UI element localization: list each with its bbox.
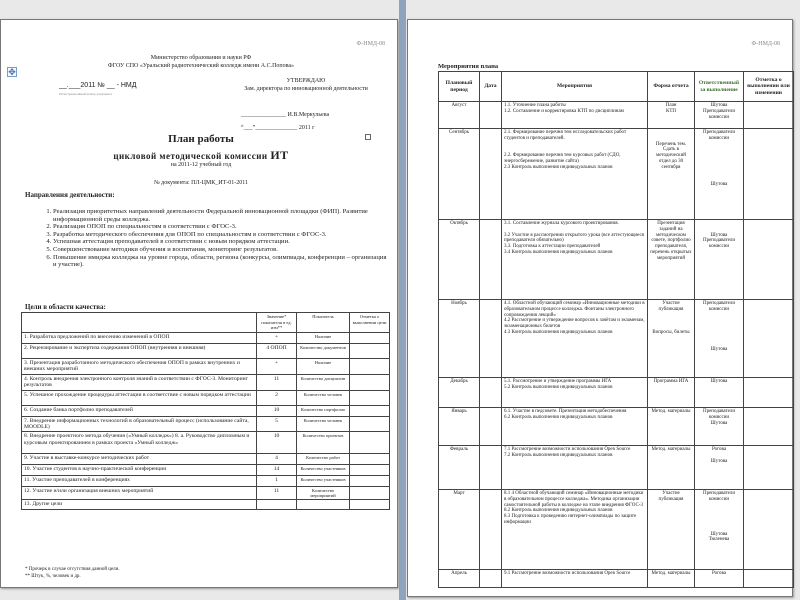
plan-events: 8.1 4 Областной обучающий семинар «Инновационные методики в образовательном процессе колледжа». Методика организации самостоятельной работы в колледже на этапе внедрения ФГОС-3 8.2 Контроль выполнения индивидуальных планов 8.3 Подготовка к проведению интернет-олимпиады по защите информации [502, 490, 648, 570]
plan-resp: Преподаватели комиссии Шутова [695, 129, 744, 220]
document-page-2 [407, 19, 793, 597]
goal-value: 14 [257, 465, 297, 476]
plan-date [480, 300, 502, 378]
directions-list [39, 208, 389, 269]
plan-period: Март [439, 490, 480, 570]
goal-indicator: Количество портфолио [297, 405, 350, 416]
plan-form: План КТП [648, 102, 695, 129]
column-header: Плановый период [439, 72, 480, 102]
goal-mark [350, 405, 390, 416]
table-row [22, 405, 390, 416]
plan-form: Метод. материалы [648, 408, 695, 446]
page-gutter [399, 0, 406, 600]
plan-date [480, 446, 502, 490]
goal-value: 11 [257, 487, 297, 500]
document-page-1 [0, 19, 398, 588]
plan-resp: Преподаватели комиссии Шутова [695, 300, 744, 378]
approve-label: УТВЕРЖДАЮ [286, 78, 326, 84]
directions-heading: Направления деятельности: [25, 191, 115, 199]
table-row [22, 432, 390, 454]
table-header-row [439, 72, 794, 102]
table-row [22, 390, 390, 405]
ministry: Министерство образования и науки РФ [150, 55, 252, 61]
table-header-row [22, 313, 390, 333]
plan-form: Участие публикация [648, 490, 695, 570]
goal-text: 1. Разработка предложений по внесению изменений в ОПОП [22, 333, 257, 344]
goal-text: 4. Контроль внедрения электронного контроля знаний в соответствии с ФГОС-3. Мониторинг результатов [22, 374, 257, 390]
column-header [22, 313, 257, 333]
college: ФГОУ СПО «Уральский радиотехнический колледж имени А.С.Попова» [107, 63, 295, 69]
plan-period: Январь [439, 408, 480, 446]
goal-text: 3. Презентация разработанного методического обеспечения ОПОП в рамках внутренних и внешних мероприятий [22, 359, 257, 375]
goal-value [257, 500, 297, 509]
direction-item: 4. Успешная аттестация преподавателей в соответствии с новым порядком аттестации. [53, 238, 389, 246]
table-row [22, 476, 390, 487]
column-header: Значение* показателя в ед. изм** [257, 313, 297, 333]
goal-text: 9. Участие в выставке-конкурсе методических работ [22, 454, 257, 465]
goal-indicator: Количество участников [297, 476, 350, 487]
goal-mark [350, 454, 390, 465]
goal-value: + [257, 359, 297, 375]
checkbox[interactable] [365, 134, 371, 140]
plan-resp: Рогова Шутова [695, 446, 744, 490]
table-row [439, 300, 794, 378]
plan-events-table [438, 71, 794, 588]
goal-indicator: Количество документов [297, 344, 350, 359]
column-header: Мероприятия [502, 72, 648, 102]
goal-mark [350, 476, 390, 487]
column-header: Ответственный за выполнение [695, 72, 744, 102]
plan-form: Программа ИГА [648, 378, 695, 408]
registration-caption: Регистрационный номер документа [59, 92, 113, 96]
plan-period: Декабрь [439, 378, 480, 408]
plan-period: Сентябрь [439, 129, 480, 220]
column-header: Показатель [297, 313, 350, 333]
approve-role: Зам. директора по инновационной деятельности [244, 86, 368, 92]
plan-date [480, 408, 502, 446]
direction-item: 5. Совершенствование методики обучения и воспитания, мониторинг результатов. [53, 246, 389, 254]
plan-mark [744, 408, 794, 446]
table-row [439, 220, 794, 300]
plan-mark [744, 102, 794, 129]
table-row [22, 359, 390, 375]
goals-heading: Цели в области качества: [25, 303, 106, 311]
plan-resp: Шутова Преподаватели комиссии [695, 102, 744, 129]
direction-item: 2. Реализация ОПОП по специальностям в соответствии с ФГОС-3. [53, 223, 389, 231]
subtitle-text: цикловой методической комиссии [113, 151, 268, 161]
goal-indicator: Количество человек [297, 390, 350, 405]
plan-events-heading: Мероприятия плана [438, 63, 499, 70]
plan-form: Презентация заданий на методическом совете, портфолио преподавателя, перечень открытых мероприятий [648, 220, 695, 300]
plan-events: 3.1. Составление журнала курсового проектирования. 3.2 Участие в рассмотрении открытого урока (все аттестующиеся преподаватели обязательно) 3.3. Подготовка к аттестации преподавателей 3.4 Контроль выполнения индивидуальных планов [502, 220, 648, 300]
goal-mark [350, 465, 390, 476]
approve-date: “___”______________ 2011 г [241, 125, 315, 131]
plan-date [480, 490, 502, 570]
goal-indicator [297, 500, 350, 509]
goal-text: 7. Внедрение информационных технологий в образовательный процесс (использование сайта, MOODLE) [22, 416, 257, 432]
footnote-1: * Прочерк в случае отсутствия данной цели. [25, 567, 120, 572]
goal-indicator: Наличие [297, 333, 350, 344]
goal-value: 4 [257, 454, 297, 465]
goal-indicator: Наличие [297, 359, 350, 375]
goal-text: 2. Рецензирование и экспертиза содержания ОПОП (внутренняя и внешняя) [22, 344, 257, 359]
plan-date [480, 220, 502, 300]
plan-resp: Шутова Преподаватели комиссии [695, 220, 744, 300]
table-row [439, 490, 794, 570]
plan-form: Метод. материалы [648, 570, 695, 588]
column-header: Форма отчета [648, 72, 695, 102]
registration-line: __.___2011 № __ - НМД [59, 82, 137, 89]
plan-form: Участие публикация Вопросы, билеты [648, 300, 695, 378]
goals-table [21, 312, 390, 510]
plan-events: 9.1 Рассмотрение возможности использования Open Source [502, 570, 648, 588]
plan-mark [744, 446, 794, 490]
commission-code: ИТ [270, 148, 289, 162]
plan-date [480, 570, 502, 588]
goal-mark [350, 500, 390, 509]
goal-mark [350, 374, 390, 390]
plan-resp: Преподаватели комиссии Шутова Тюленева [695, 490, 744, 570]
goal-mark [350, 344, 390, 359]
plan-form: Метод. материалы [648, 446, 695, 490]
plan-mark [744, 490, 794, 570]
table-row [22, 487, 390, 500]
goal-indicator: Количество участников [297, 465, 350, 476]
table-row [22, 344, 390, 359]
goal-mark [350, 359, 390, 375]
column-header: Отметка о выполнении или изменении [744, 72, 794, 102]
plan-mark [744, 220, 794, 300]
goal-indicator: Количество человек [297, 416, 350, 432]
plan-events: 5.1. Рассмотрение и утверждение программы ИГА 5.2 Контроль выполнения индивидуальных планов [502, 378, 648, 408]
form-code: Ф-НМД-08 [356, 41, 385, 47]
goal-mark [350, 333, 390, 344]
plan-events: 6.1. Участие в педсовете. Презентация методобеспечения 6.2 Контроль выполнения индивидуальных планов [502, 408, 648, 446]
footnote-2: ** Штук, %, человек и др. [25, 574, 81, 579]
goal-mark [350, 416, 390, 432]
goal-mark [350, 487, 390, 500]
plan-mark [744, 570, 794, 588]
plan-mark [744, 129, 794, 220]
plan-period: Ноябрь [439, 300, 480, 378]
goal-text: 5. Успешное прохождение процедуры аттестации в соответствие с новым порядком аттестации [22, 390, 257, 405]
plan-mark [744, 378, 794, 408]
goal-mark [350, 390, 390, 405]
approve-signature: _______________ И.В.Меркульева [241, 112, 330, 118]
document-number: № документа: ПЛ-ЦМК_ИТ-01-2011 [153, 180, 249, 186]
goal-indicator: Количество проектов [297, 432, 350, 454]
plan-period: Апрель [439, 570, 480, 588]
table-row [439, 408, 794, 446]
table-row [22, 374, 390, 390]
goal-value: 11 [257, 374, 297, 390]
column-header: Отметка о выполнении цели [350, 313, 390, 333]
goal-value: 10 [257, 432, 297, 454]
table-row [439, 446, 794, 490]
goal-text: 6. Создание банка портфолио преподавателей [22, 405, 257, 416]
plan-period: Февраль [439, 446, 480, 490]
plan-resp: Шутова [695, 378, 744, 408]
goal-text: 8. Внедрение проектного метода обучения («Умный колледж») 8. а. Руководство дипломным и курсовым проектированием в рамках проекта «Умный колледж» [22, 432, 257, 454]
goal-text: 13. Другие цели [22, 500, 257, 509]
goal-value: 2 [257, 390, 297, 405]
table-row [439, 378, 794, 408]
goal-indicator: Количество мероприятий [297, 487, 350, 500]
table-row [22, 465, 390, 476]
subtitle [41, 148, 361, 163]
goal-text: 11. Участие преподавателей в конференциях [22, 476, 257, 487]
table-row [22, 333, 390, 344]
column-header: Дата [480, 72, 502, 102]
goal-text: 12. Участие и/или организация внешних мероприятий [22, 487, 257, 500]
goal-value: 5 [257, 416, 297, 432]
table-row [439, 129, 794, 220]
plan-resp: Рогова [695, 570, 744, 588]
plan-form: Перечень тем. Сдать в методический отдел до 30 сентября [648, 129, 695, 220]
plan-events: 2.1. Формирование перечня тем исследовательских работ студентов и преподавателей. 2.2. Формирование перечня тем курсовых работ (СДО, энергосбережение, развитие сайта) 2.3 Контроль выполнения индивидуальных планов [502, 129, 648, 220]
table-row [439, 102, 794, 129]
plan-date [480, 129, 502, 220]
goal-indicator: Количество дисциплин [297, 374, 350, 390]
direction-item: 3. Разработка методического обеспечения для ОПОП по специальностям в соответствии с ФГОС-3. [53, 231, 389, 239]
table-row [439, 570, 794, 588]
table-row [22, 454, 390, 465]
goal-indicator: Количество работ [297, 454, 350, 465]
plan-period: Октябрь [439, 220, 480, 300]
plan-events: 4.1. Областной обучающий семинар «Инновационные методики в образовательном процессе колледжа. Фонтаны электронного сопровождения лекций» 4.2 Рассмотрение и утверждение вопросов к зачётам и экзаменам, экзаменационных билетов 4.3 Контроль выполнения индивидуальных планов [502, 300, 648, 378]
goal-value: 4 ОПОП [257, 344, 297, 359]
goal-mark [350, 432, 390, 454]
goal-text: 10. Участие студентов в научно-практической конференции [22, 465, 257, 476]
direction-item: 6. Повышение имиджа колледжа на уровне города, области, региона (конкурсы, олимпиады, конференции – организация и участие). [53, 254, 389, 269]
direction-item: 1. Реализация приоритетных направлений деятельности Федеральной инновационной площадки (ФИП). Развитие информационной среды колледжа. [53, 208, 389, 223]
page-title: План работы [168, 133, 234, 145]
goal-value: 1 [257, 476, 297, 487]
plan-mark [744, 300, 794, 378]
plan-period: Август [439, 102, 480, 129]
table-row [22, 416, 390, 432]
form-code: Ф-НМД-08 [751, 41, 780, 47]
table-move-handle-icon[interactable]: ✥ [8, 67, 16, 77]
plan-resp: Преподаватели комиссии Шутова [695, 408, 744, 446]
plan-date [480, 102, 502, 129]
academic-year: на 2011-12 учебный год [170, 162, 232, 168]
goal-value: + [257, 333, 297, 344]
table-row [22, 500, 390, 509]
plan-events: 7.1 Рассмотрение возможности использования Open Source 7.2 Контроль выполнения индивидуальных планов [502, 446, 648, 490]
plan-events: 1.1. Уточнение плана работы 1.2. Составление и корректировка КТП по дисциплинам [502, 102, 648, 129]
plan-date [480, 378, 502, 408]
goal-value: 10 [257, 405, 297, 416]
